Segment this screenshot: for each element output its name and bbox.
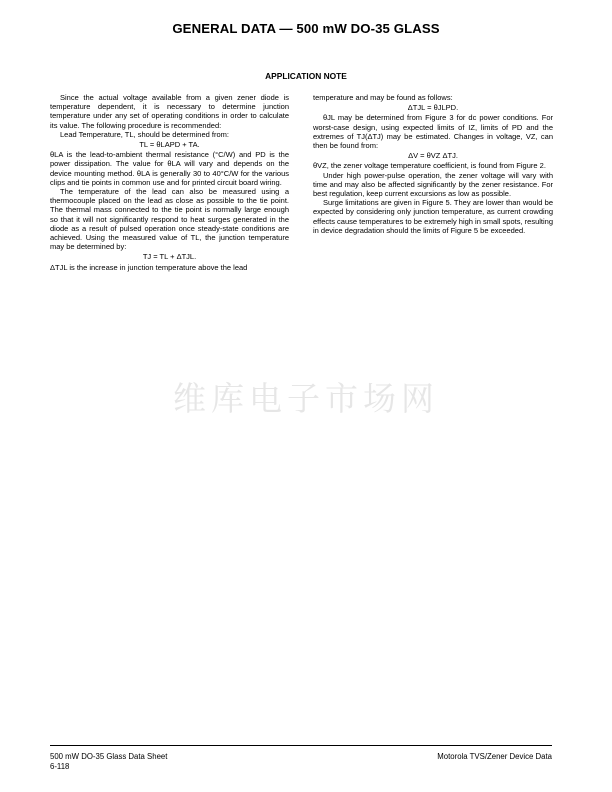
paragraph: θLA is the lead-to-ambient thermal resistance (°C/W) and PD is the power dissipation. The value for θLA will vary and depends on the device mounting method. θLA is generally 30 to 40°C/W for the various clips and tie points in common use and for printed circuit board wiring. <box>50 150 289 187</box>
right-column <box>313 93 553 235</box>
paragraph: Under high power-pulse operation, the zener voltage will vary with time and may also be affected significantly by the zener resistance. For best regulation, keep current excursions as low as possible. <box>313 170 553 199</box>
equation: TL = θLAPD + TA. <box>139 140 200 150</box>
section-heading: APPLICATION NOTE <box>265 71 347 81</box>
page-title: GENERAL DATA — 500 mW DO-35 GLASS <box>172 21 440 36</box>
footer-left <box>50 752 167 772</box>
watermark: 维库电子市场网 <box>173 379 439 418</box>
paragraph: θJL may be determined from Figure 3 for dc power conditions. For worst-case design, using expected limits of IZ, limits of PD and the extremes of TJ(ΔTJ) may be estimated. Changes in voltage, VZ, can then be found from: <box>313 113 553 151</box>
left-column <box>50 93 289 272</box>
paragraph: θVZ, the zener voltage temperature coefficient, is found from Figure 2. <box>313 161 546 171</box>
footer-page-number: 6-118 <box>50 762 70 771</box>
equation: ΔV = θVZ ΔTJ. <box>408 151 458 161</box>
equation: ΔTJL = θJLPD. <box>407 103 459 113</box>
paragraph: Since the actual voltage available from a given zener diode is temperature dependent, it is necessary to determine junction temperature under any set of operating conditions in order to calculate its value. The following procedure is recommended: <box>50 93 289 130</box>
equation: TJ = TL + ΔTJL. <box>142 252 197 262</box>
paragraph: ΔTJL is the increase in junction temperature above the lead <box>50 262 248 272</box>
footer-divider <box>50 745 552 746</box>
paragraph: The temperature of the lead can also be measured using a thermocouple placed on the lead as close as possible to the tie point. The thermal mass connected to the tie point is normally large enough so that it will not significantly respond to heat surges generated in the diode as a result of pulsed operation once steady-state conditions are achieved. Using the measured value of TL, the junction temperature may be determined by: <box>50 187 289 252</box>
footer-document-title: 500 mW DO-35 Glass Data Sheet <box>50 752 168 761</box>
footer-publisher: Motorola TVS/Zener Device Data <box>437 752 552 761</box>
paragraph: Surge limitations are given in Figure 5. They are lower than would be expected by considering only junction temperature, as current crowding effects cause temperatures to be extremely high in small spots, resulting in device degradation should the limits of Figure 5 be exceeded. <box>313 198 553 235</box>
paragraph: Lead Temperature, TL, should be determined from: <box>60 129 229 139</box>
paragraph: temperature and may be found as follows: <box>313 93 453 102</box>
